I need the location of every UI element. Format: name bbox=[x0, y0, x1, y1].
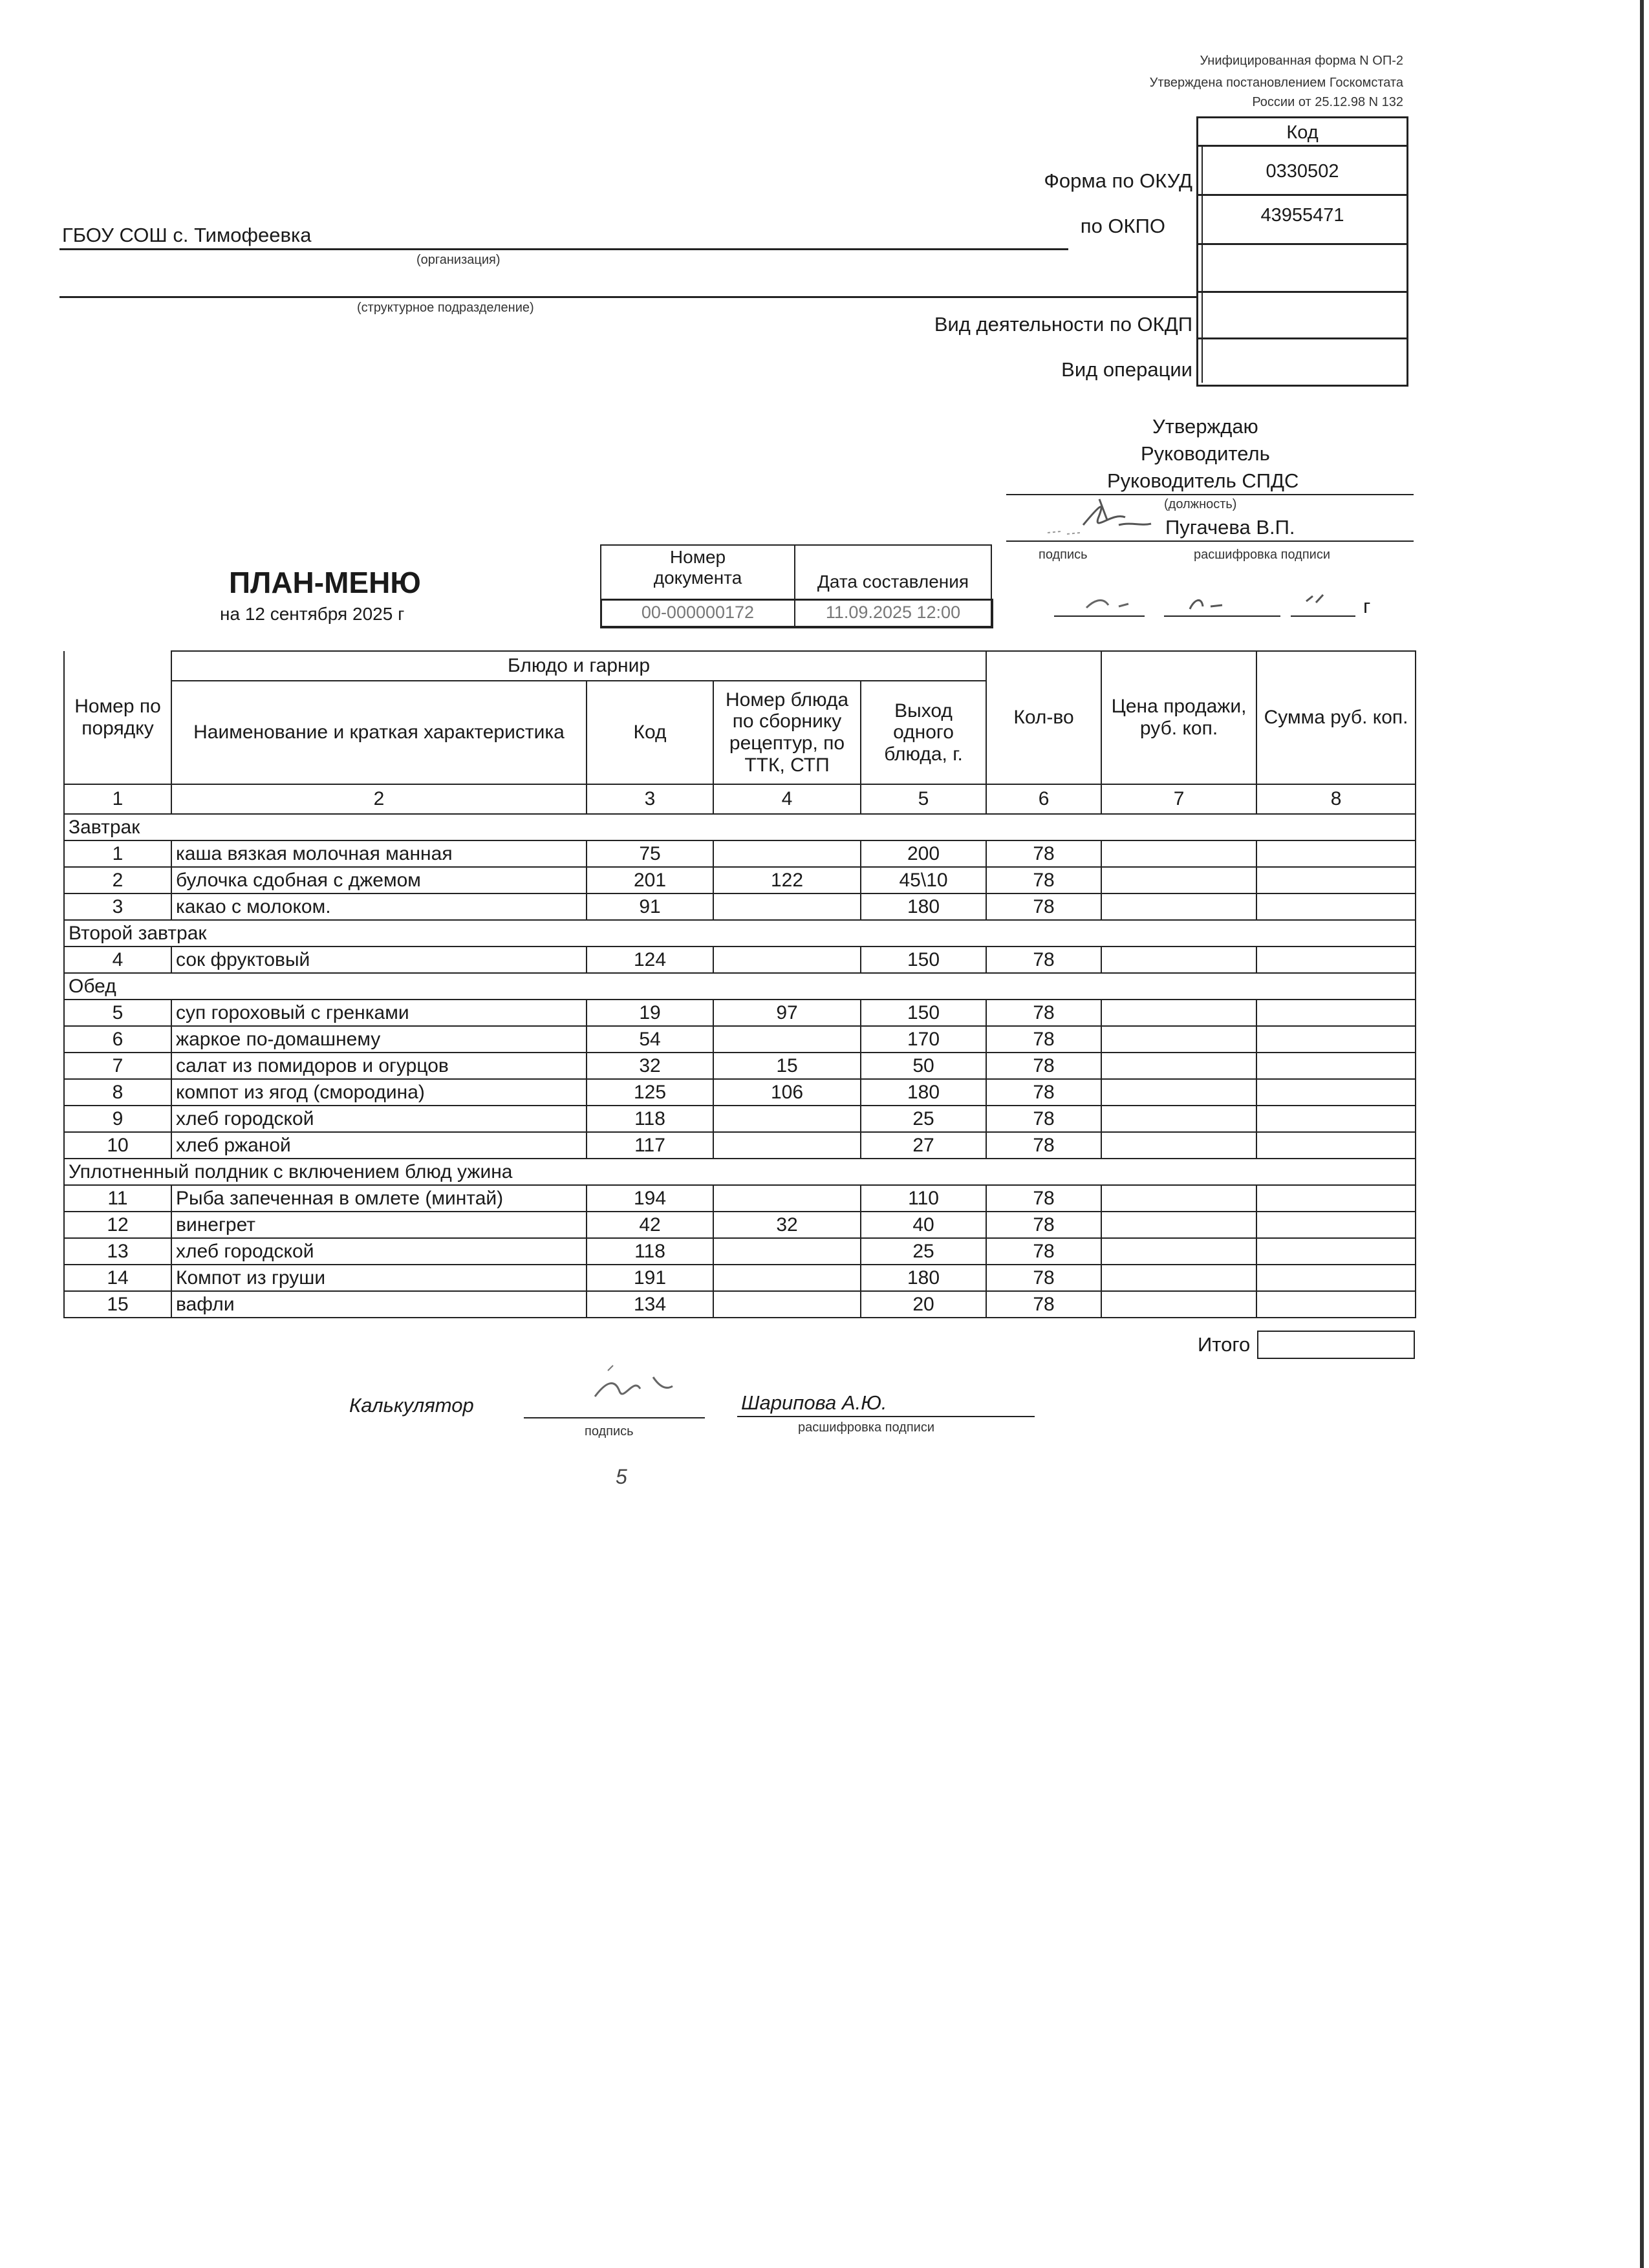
section-row-breakfast bbox=[64, 814, 1416, 840]
header-output: Выход одного блюда, г. bbox=[861, 681, 986, 784]
cell-sum bbox=[1256, 867, 1416, 893]
table-row bbox=[64, 867, 1416, 893]
code-operation-cell bbox=[1198, 339, 1406, 385]
code-okpo-cell bbox=[1198, 196, 1406, 245]
cell-name: какао с молоком. bbox=[171, 893, 587, 920]
approver-decode-caption: расшифровка подписи bbox=[1194, 548, 1331, 562]
cell-price bbox=[1101, 893, 1256, 920]
cell-price bbox=[1101, 1079, 1256, 1106]
cell-name: сок фруктовый bbox=[171, 947, 587, 973]
approval-date-scribbles bbox=[1041, 582, 1364, 621]
doc-number-header: Номер документа bbox=[653, 547, 742, 588]
cell-num: 9 bbox=[64, 1106, 171, 1132]
header-name: Наименование и краткая характеристика bbox=[171, 681, 587, 784]
cell-name: булочка сдобная с джемом bbox=[171, 867, 587, 893]
operation-label: Вид операции bbox=[1061, 358, 1192, 381]
calculator-signature-caption: подпись bbox=[585, 1424, 634, 1439]
header-code: Код bbox=[587, 681, 713, 784]
table-row bbox=[64, 1053, 1416, 1079]
cell-price bbox=[1101, 840, 1256, 867]
cell-code: 117 bbox=[587, 1132, 713, 1159]
calculator-name-line bbox=[737, 1416, 1035, 1417]
cell-code: 42 bbox=[587, 1212, 713, 1238]
section-title: Обед bbox=[64, 973, 1416, 1000]
cell-output: 25 bbox=[861, 1106, 986, 1132]
cell-price bbox=[1101, 947, 1256, 973]
cell-code: 191 bbox=[587, 1265, 713, 1291]
doc-date-value: 11.09.2025 12:00 bbox=[825, 603, 961, 622]
page-title: ПЛАН-МЕНЮ bbox=[229, 566, 421, 599]
cell-qty: 78 bbox=[986, 1026, 1101, 1053]
cell-num: 6 bbox=[64, 1026, 171, 1053]
organization-caption: (организация) bbox=[416, 253, 501, 267]
cell-recipe bbox=[713, 947, 861, 973]
cell-output: 180 bbox=[861, 893, 986, 920]
cell-name: Компот из груши bbox=[171, 1265, 587, 1291]
okud-value: 0330502 bbox=[1266, 161, 1339, 182]
cell-num: 14 bbox=[64, 1265, 171, 1291]
cell-recipe: 122 bbox=[713, 867, 861, 893]
okpo-label: по ОКПО bbox=[1080, 215, 1165, 237]
cell-num: 15 bbox=[64, 1291, 171, 1318]
cell-code: 125 bbox=[587, 1079, 713, 1106]
col-number: 4 bbox=[713, 784, 861, 814]
approver-signature bbox=[1022, 480, 1177, 551]
cell-recipe bbox=[713, 1238, 861, 1265]
code-box-inner-line bbox=[1202, 146, 1203, 383]
cell-num: 2 bbox=[64, 867, 171, 893]
cell-sum bbox=[1256, 1185, 1416, 1212]
okud-label: Форма по ОКУД bbox=[1044, 169, 1192, 192]
cell-qty: 78 bbox=[986, 1079, 1101, 1106]
doc-date-header: Дата составления bbox=[817, 572, 969, 592]
cell-name: винегрет bbox=[171, 1212, 587, 1238]
cell-price bbox=[1101, 1212, 1256, 1238]
code-header: Код bbox=[1286, 122, 1319, 143]
approver-signature-caption: подпись bbox=[1039, 548, 1088, 562]
cell-price bbox=[1101, 1291, 1256, 1318]
table-row bbox=[64, 1265, 1416, 1291]
cell-price bbox=[1101, 1185, 1256, 1212]
table-row bbox=[64, 1026, 1416, 1053]
col-number: 8 bbox=[1256, 784, 1416, 814]
column-numbers-row bbox=[64, 784, 1416, 814]
cell-sum bbox=[1256, 1053, 1416, 1079]
col-number: 7 bbox=[1101, 784, 1256, 814]
cell-qty: 78 bbox=[986, 893, 1101, 920]
calculator-name: Шарипова А.Ю. bbox=[741, 1391, 887, 1414]
cell-sum bbox=[1256, 1212, 1416, 1238]
okpo-value: 43955471 bbox=[1260, 205, 1344, 226]
code-okdp-cell bbox=[1198, 293, 1406, 339]
cell-output: 20 bbox=[861, 1291, 986, 1318]
cell-num: 10 bbox=[64, 1132, 171, 1159]
cell-sum bbox=[1256, 893, 1416, 920]
cell-code: 134 bbox=[587, 1291, 713, 1318]
section-row-second-breakfast bbox=[64, 920, 1416, 947]
cell-recipe: 106 bbox=[713, 1079, 861, 1106]
cell-num: 12 bbox=[64, 1212, 171, 1238]
table-row bbox=[64, 1106, 1416, 1132]
header-price: Цена продажи, руб. коп. bbox=[1101, 651, 1256, 784]
cell-sum bbox=[1256, 1000, 1416, 1026]
header-num: Номер по порядку bbox=[64, 651, 171, 784]
cell-recipe: 15 bbox=[713, 1053, 861, 1079]
total-value-box bbox=[1257, 1331, 1415, 1359]
cell-recipe: 97 bbox=[713, 1000, 861, 1026]
table-row bbox=[64, 840, 1416, 867]
cell-recipe bbox=[713, 893, 861, 920]
cell-name: хлеб городской bbox=[171, 1238, 587, 1265]
col-number: 3 bbox=[587, 784, 713, 814]
cell-name: Рыба запеченная в омлете (минтай) bbox=[171, 1185, 587, 1212]
position-value: Руководитель СПДС bbox=[1107, 469, 1299, 492]
scan-edge bbox=[1640, 0, 1644, 2268]
cell-sum bbox=[1256, 1265, 1416, 1291]
cell-sum bbox=[1256, 1132, 1416, 1159]
table-row bbox=[64, 1238, 1416, 1265]
code-empty-cell bbox=[1198, 245, 1406, 293]
cell-output: 180 bbox=[861, 1265, 986, 1291]
cell-sum bbox=[1256, 1238, 1416, 1265]
organization-name: ГБОУ СОШ с. Тимофеевка bbox=[62, 224, 312, 246]
cell-price bbox=[1101, 1026, 1256, 1053]
cell-output: 27 bbox=[861, 1132, 986, 1159]
section-title: Уплотненный полдник с включением блюд ужина bbox=[64, 1159, 1416, 1185]
cell-output: 170 bbox=[861, 1026, 986, 1053]
header-qty: Кол-во bbox=[986, 651, 1101, 784]
page-mark: 5 bbox=[616, 1465, 627, 1488]
total-label: Итого bbox=[1198, 1333, 1251, 1356]
cell-name: салат из помидоров и огурцов bbox=[171, 1053, 587, 1079]
approver-name: Пугачева В.П. bbox=[1165, 516, 1295, 539]
col-number: 2 bbox=[171, 784, 587, 814]
approval-year-suffix: г bbox=[1363, 595, 1371, 617]
cell-output: 180 bbox=[861, 1079, 986, 1106]
col-number: 5 bbox=[861, 784, 986, 814]
calculator-signature bbox=[543, 1351, 698, 1416]
cell-sum bbox=[1256, 1079, 1416, 1106]
cell-code: 118 bbox=[587, 1106, 713, 1132]
cell-qty: 78 bbox=[986, 1185, 1101, 1212]
cell-code: 124 bbox=[587, 947, 713, 973]
cell-qty: 78 bbox=[986, 947, 1101, 973]
cell-num: 8 bbox=[64, 1079, 171, 1106]
cell-output: 110 bbox=[861, 1185, 986, 1212]
cell-recipe bbox=[713, 1026, 861, 1053]
cell-price bbox=[1101, 1053, 1256, 1079]
calculator-signature-line bbox=[524, 1417, 705, 1418]
cell-sum bbox=[1256, 947, 1416, 973]
cell-recipe bbox=[713, 1132, 861, 1159]
table-row bbox=[64, 1185, 1416, 1212]
form-note-line1: Унифицированная форма N ОП-2 bbox=[1200, 54, 1403, 68]
col-number: 6 bbox=[986, 784, 1101, 814]
header-sum: Сумма руб. коп. bbox=[1256, 651, 1416, 784]
cell-price bbox=[1101, 867, 1256, 893]
cell-output: 45\10 bbox=[861, 867, 986, 893]
cell-qty: 78 bbox=[986, 1265, 1101, 1291]
section-row-afternoon-snack bbox=[64, 1159, 1416, 1185]
cell-qty: 78 bbox=[986, 840, 1101, 867]
calculator-decode-caption: расшифровка подписи bbox=[798, 1420, 935, 1435]
cell-qty: 78 bbox=[986, 1106, 1101, 1132]
cell-qty: 78 bbox=[986, 1238, 1101, 1265]
cell-output: 40 bbox=[861, 1212, 986, 1238]
cell-num: 11 bbox=[64, 1185, 171, 1212]
cell-output: 200 bbox=[861, 840, 986, 867]
cell-name: компот из ягод (смородина) bbox=[171, 1079, 587, 1106]
cell-name: каша вязкая молочная манная bbox=[171, 840, 587, 867]
cell-qty: 78 bbox=[986, 1000, 1101, 1026]
section-title: Завтрак bbox=[64, 814, 1416, 840]
cell-output: 150 bbox=[861, 947, 986, 973]
head-label: Руководитель bbox=[1141, 442, 1270, 465]
cell-num: 3 bbox=[64, 893, 171, 920]
cell-num: 7 bbox=[64, 1053, 171, 1079]
header-recipe: Номер блюда по сборнику рецептур, по ТТК, СТП bbox=[713, 681, 861, 784]
cell-code: 91 bbox=[587, 893, 713, 920]
cell-num: 5 bbox=[64, 1000, 171, 1026]
document-box bbox=[600, 544, 992, 627]
subdivision-line bbox=[59, 296, 1198, 298]
cell-recipe bbox=[713, 840, 861, 867]
cell-code: 118 bbox=[587, 1238, 713, 1265]
cell-sum bbox=[1256, 1026, 1416, 1053]
cell-recipe: 32 bbox=[713, 1212, 861, 1238]
cell-name: суп гороховый с гренками bbox=[171, 1000, 587, 1026]
cell-code: 32 bbox=[587, 1053, 713, 1079]
cell-sum bbox=[1256, 1291, 1416, 1318]
cell-qty: 78 bbox=[986, 1053, 1101, 1079]
cell-sum bbox=[1256, 1106, 1416, 1132]
cell-sum bbox=[1256, 840, 1416, 867]
cell-price bbox=[1101, 1106, 1256, 1132]
section-row-lunch bbox=[64, 973, 1416, 1000]
header-dish-group: Блюдо и гарнир bbox=[171, 651, 986, 681]
calculator-role: Калькулятор bbox=[349, 1394, 474, 1417]
code-box bbox=[1196, 116, 1408, 387]
table-row bbox=[64, 1132, 1416, 1159]
subdivision-caption: (структурное подразделение) bbox=[357, 301, 534, 315]
cell-output: 150 bbox=[861, 1000, 986, 1026]
code-okud-cell bbox=[1198, 147, 1406, 196]
okdp-label: Вид деятельности по ОКДП bbox=[934, 313, 1192, 336]
doc-number-value: 00-000000172 bbox=[641, 603, 755, 622]
code-box-header bbox=[1198, 118, 1406, 147]
cell-output: 50 bbox=[861, 1053, 986, 1079]
organization-line bbox=[59, 248, 1068, 250]
cell-qty: 78 bbox=[986, 1291, 1101, 1318]
cell-recipe bbox=[713, 1185, 861, 1212]
cell-code: 19 bbox=[587, 1000, 713, 1026]
cell-recipe bbox=[713, 1106, 861, 1132]
cell-price bbox=[1101, 1132, 1256, 1159]
col-number: 1 bbox=[64, 784, 171, 814]
table-row bbox=[64, 893, 1416, 920]
cell-price bbox=[1101, 1238, 1256, 1265]
cell-name: хлеб городской bbox=[171, 1106, 587, 1132]
cell-num: 13 bbox=[64, 1238, 171, 1265]
form-note-line2: Утверждена постановлением Госкомстата bbox=[1149, 76, 1403, 90]
table-row bbox=[64, 1079, 1416, 1106]
form-note-line3: России от 25.12.98 N 132 bbox=[1252, 95, 1403, 109]
table-row bbox=[64, 1212, 1416, 1238]
cell-code: 75 bbox=[587, 840, 713, 867]
cell-qty: 78 bbox=[986, 867, 1101, 893]
cell-qty: 78 bbox=[986, 1212, 1101, 1238]
cell-name: хлеб ржаной bbox=[171, 1132, 587, 1159]
cell-name: жаркое по-домашнему bbox=[171, 1026, 587, 1053]
table-row bbox=[64, 947, 1416, 973]
section-title: Второй завтрак bbox=[64, 920, 1416, 947]
cell-code: 54 bbox=[587, 1026, 713, 1053]
approve-label: Утверждаю bbox=[1152, 415, 1258, 438]
cell-price bbox=[1101, 1000, 1256, 1026]
cell-num: 1 bbox=[64, 840, 171, 867]
table-row bbox=[64, 1291, 1416, 1318]
cell-price bbox=[1101, 1265, 1256, 1291]
table-row bbox=[64, 1000, 1416, 1026]
cell-code: 194 bbox=[587, 1185, 713, 1212]
cell-qty: 78 bbox=[986, 1132, 1101, 1159]
cell-recipe bbox=[713, 1291, 861, 1318]
menu-table bbox=[63, 650, 1416, 1318]
cell-name: вафли bbox=[171, 1291, 587, 1318]
position-caption: (должность) bbox=[1164, 497, 1237, 511]
cell-recipe bbox=[713, 1265, 861, 1291]
cell-num: 4 bbox=[64, 947, 171, 973]
cell-output: 25 bbox=[861, 1238, 986, 1265]
cell-code: 201 bbox=[587, 867, 713, 893]
menu-date: на 12 сентября 2025 г bbox=[220, 604, 405, 624]
